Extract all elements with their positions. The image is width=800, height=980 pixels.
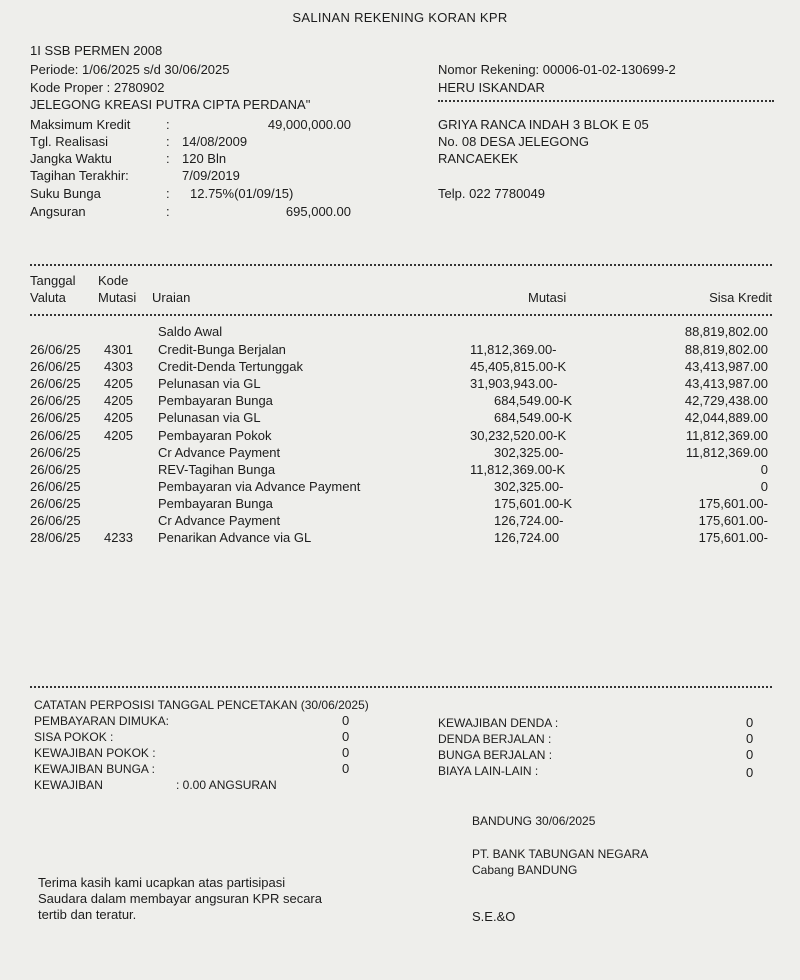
field-sep: : — [166, 134, 170, 149]
catatan-label: DENDA BERJALAN : — [438, 732, 552, 746]
row-code: 4205 — [104, 428, 133, 443]
col-mutasi-code: Mutasi — [98, 290, 137, 305]
divider — [30, 686, 772, 688]
row-date: 26/06/25 — [30, 393, 81, 408]
row-desc: Credit-Bunga Berjalan — [158, 342, 286, 357]
catatan-value: 0 — [342, 713, 350, 728]
kode-proper: Kode Proper : 2780902 — [30, 80, 165, 95]
account-number: Nomor Rekening: 00006-01-02-130699-2 — [438, 62, 676, 77]
row-desc: REV-Tagihan Bunga — [158, 462, 276, 477]
catatan-label: KEWAJIBAN DENDA : — [438, 716, 559, 730]
row-sisa: 0 — [760, 462, 768, 477]
product-line: 1I SSB PERMEN 2008 — [30, 43, 163, 58]
row-sisa: 175,601.00- — [698, 496, 768, 511]
bank-name: PT. BANK TABUNGAN NEGARA — [472, 847, 649, 861]
errors-omissions-note: S.E.&O — [472, 909, 516, 924]
field-label: Tagihan Terakhir: — [30, 168, 129, 183]
row-sisa: 0 — [760, 479, 768, 494]
field-value: 12.75%(01/09/15) — [190, 186, 294, 201]
row-sisa: 175,601.00- — [698, 513, 768, 528]
catatan-label: KEWAJIBAN POKOK : — [34, 746, 156, 760]
row-mutasi: 126,724.00 — [494, 530, 560, 545]
catatan-label: BUNGA BERJALAN : — [438, 748, 553, 762]
row-desc: Cr Advance Payment — [158, 513, 281, 528]
field-value: 7/09/2019 — [182, 168, 240, 183]
field-sep: : — [166, 117, 170, 132]
row-sisa: 43,413,987.00 — [684, 376, 768, 391]
thanks-line: Saudara dalam membayar angsuran KPR secara — [38, 891, 322, 906]
row-code: 4205 — [104, 393, 133, 408]
catatan-value: 0 — [746, 765, 754, 780]
field-sep: : — [166, 151, 170, 166]
row-code: 4303 — [104, 359, 133, 374]
row-mutasi: 11,812,369.00-K — [470, 462, 566, 477]
field-label: Angsuran — [30, 204, 86, 219]
field-label: Jangka Waktu — [30, 151, 112, 166]
row-mutasi: 126,724.00- — [494, 513, 564, 528]
row-code: 4301 — [104, 342, 133, 357]
row-mutasi: 175,601.00-K — [494, 496, 573, 511]
catatan-label: SISA POKOK : — [34, 730, 114, 744]
row-date: 28/06/25 — [30, 530, 81, 545]
address-line-1: GRIYA RANCA INDAH 3 BLOK E 05 — [438, 117, 649, 132]
col-kode: Kode — [98, 273, 129, 288]
col-tanggal: Tanggal — [30, 273, 76, 288]
row-mutasi: 302,325.00- — [494, 479, 564, 494]
row-code: 4205 — [104, 376, 133, 391]
row-sisa: 42,729,438.00 — [684, 393, 768, 408]
field-label: Suku Bunga — [30, 186, 101, 201]
field-value: 14/08/2009 — [182, 134, 248, 149]
row-mutasi: 30,232,520.00-K — [470, 428, 567, 443]
catatan-value: 0 — [746, 747, 754, 762]
row-desc: Pelunasan via GL — [158, 376, 261, 391]
row-desc: Pembayaran Pokok — [158, 428, 272, 443]
address-line-3: RANCAEKEK — [438, 151, 519, 166]
row-date: 26/06/25 — [30, 496, 81, 511]
row-desc: Cr Advance Payment — [158, 445, 281, 460]
row-desc: Pembayaran Bunga — [158, 393, 273, 408]
row-code: 4233 — [104, 530, 133, 545]
row-date: 26/06/25 — [30, 359, 81, 374]
row-mutasi: 31,903,943.00- — [470, 376, 558, 391]
row-mutasi: 11,812,369.00- — [470, 342, 557, 357]
divider — [438, 100, 774, 102]
developer-name: JELEGONG KREASI PUTRA CIPTA PERDANA" — [30, 97, 311, 112]
field-value: 695,000.00 — [285, 204, 351, 219]
col-mutasi: Mutasi — [528, 290, 567, 305]
row-sisa: 43,413,987.00 — [684, 359, 768, 374]
row-date: 26/06/25 — [30, 410, 81, 425]
row-date: 26/06/25 — [30, 428, 81, 443]
field-value: 49,000,000.00 — [267, 117, 351, 132]
row-desc: Pelunasan via GL — [158, 410, 261, 425]
row-date: 26/06/25 — [30, 342, 81, 357]
catatan-value: 0 — [746, 715, 754, 730]
row-sisa: 42,044,889.00 — [684, 410, 768, 425]
row-desc: Penarikan Advance via GL — [158, 530, 312, 545]
catatan-value: 0 — [746, 731, 754, 746]
col-sisa-kredit: Sisa Kredit — [709, 290, 772, 305]
thanks-line: tertib dan teratur. — [38, 907, 137, 922]
customer-name: HERU ISKANDAR — [438, 80, 545, 95]
row-date: 26/06/25 — [30, 462, 81, 477]
address-line-2: No. 08 DESA JELEGONG — [438, 134, 590, 149]
catatan-value: 0 — [342, 761, 350, 776]
row-sisa: 88,819,802.00 — [684, 324, 768, 339]
row-mutasi: 302,325.00- — [494, 445, 564, 460]
field-label: Maksimum Kredit — [30, 117, 131, 132]
period: Periode: 1/06/2025 s/d 30/06/2025 — [30, 62, 230, 77]
place-date: BANDUNG 30/06/2025 — [472, 814, 596, 828]
row-desc: Pembayaran Bunga — [158, 496, 273, 511]
row-mutasi: 45,405,815.00-K — [470, 359, 567, 374]
row-date: 26/06/25 — [30, 445, 81, 460]
field-label: Tgl. Realisasi — [30, 134, 109, 149]
catatan-label: BIAYA LAIN-LAIN : — [438, 764, 539, 778]
col-uraian: Uraian — [152, 290, 191, 305]
row-desc: Credit-Denda Tertunggak — [158, 359, 304, 374]
row-mutasi: 684,549.00-K — [494, 393, 573, 408]
catatan-value: 0 — [342, 745, 350, 760]
field-sep: : — [166, 186, 170, 201]
row-date: 26/06/25 — [30, 376, 81, 391]
branch-name: Cabang BANDUNG — [472, 863, 578, 877]
row-sisa: 11,812,369.00 — [685, 445, 768, 460]
phone: Telp. 022 7780049 — [438, 186, 545, 201]
catatan-title: CATATAN PERPOSISI TANGGAL PENCETAKAN (30/06/2025) — [34, 698, 369, 712]
divider — [30, 264, 772, 266]
row-sisa: 11,812,369.00 — [685, 428, 768, 443]
row-date: 26/06/25 — [30, 513, 81, 528]
row-code: 4205 — [104, 410, 133, 425]
catatan-label: KEWAJIBAN BUNGA : — [34, 762, 155, 776]
catatan-value: 0 — [342, 729, 350, 744]
thanks-line: Terima kasih kami ucapkan atas partisipasi — [38, 875, 286, 890]
page-title: SALINAN REKENING KORAN KPR — [292, 10, 508, 25]
kewajiban-value: : 0.00 ANGSURAN — [176, 778, 277, 792]
divider — [30, 314, 772, 316]
row-sisa: 88,819,802.00 — [684, 342, 768, 357]
catatan-label: PEMBAYARAN DIMUKA: — [34, 714, 169, 728]
field-value: 120 Bln — [182, 151, 227, 166]
row-desc: Pembayaran via Advance Payment — [158, 479, 361, 494]
row-mutasi: 684,549.00-K — [494, 410, 573, 425]
kewajiban-label: KEWAJIBAN — [34, 778, 103, 792]
row-date: 26/06/25 — [30, 479, 81, 494]
col-valuta: Valuta — [30, 290, 66, 305]
row-desc: Saldo Awal — [158, 324, 223, 339]
field-sep: : — [166, 204, 170, 219]
row-sisa: 175,601.00- — [698, 530, 768, 545]
